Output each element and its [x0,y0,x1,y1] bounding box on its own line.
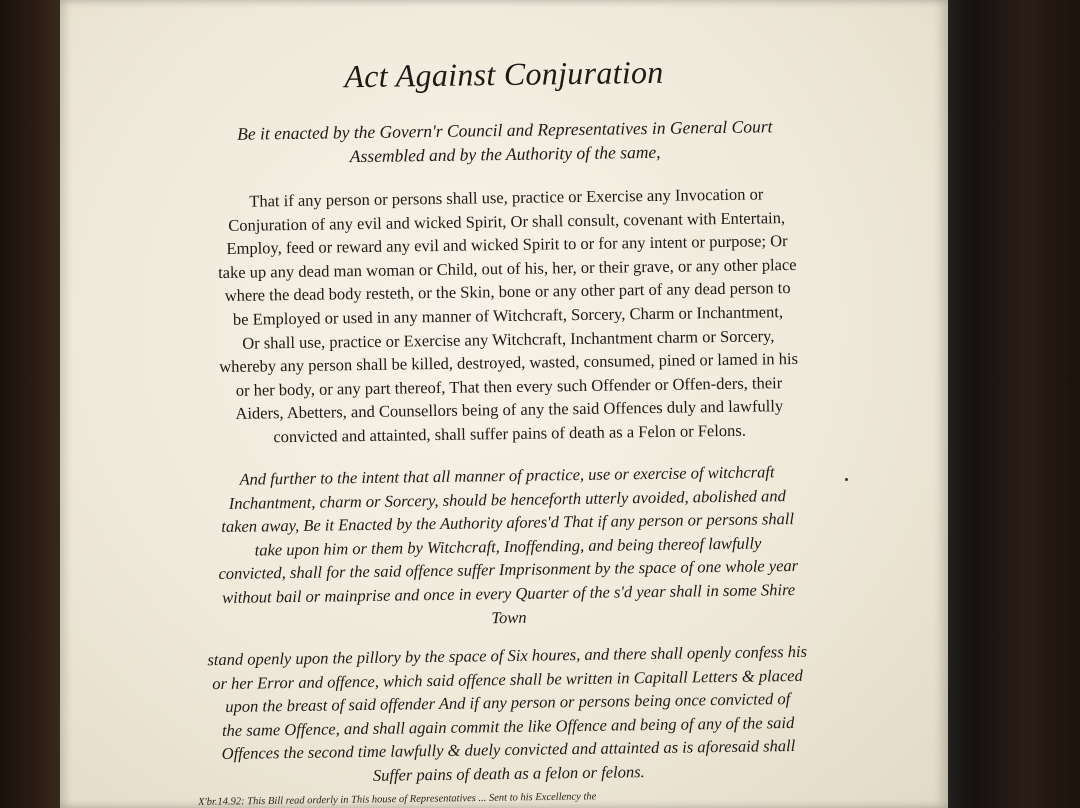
paragraph-pillory [167,639,849,790]
text-line: Suffer pains of death as a felon or felons. [372,762,645,785]
text-line: convicted, shall for the said offence suffer Imprisonment by the space of one whole year [218,556,799,584]
text-line: take up any dead man woman or Child, out of his, her, or their grave, or any other place [217,254,797,282]
text-line: take upon him or them by Witchcraft, Inoffending, and being thereof lawfully [254,533,762,560]
text-line: That if any person or persons shall use, practice or Exercise any Invocation or [249,184,764,211]
paper-speck [845,478,848,481]
text-line: or her body, or any part thereof, That then every such Offender or Offen-ders, their [235,372,783,400]
intro-line: Assembled and by the Authority of the same, [349,141,661,167]
enactment-clause [160,113,851,171]
text-line: upon the breast of said offender And if any person or persons being once convicted of [225,689,791,717]
parchment-document [60,0,948,808]
text-line: or her Error and offence, which said offence shall be written in Capitall Letters & placed [212,665,803,693]
text-line: whereby any person shall be killed, destroyed, wasted, consumed, pined or lamed in his [219,349,799,377]
paragraph-imprisonment [167,459,849,634]
paragraph-invocation [166,181,850,450]
document-title: Act Against Conjuration [344,53,664,95]
text-line: Offences the second time lawfully & duely convicted and attainted as is aforesaid shall [221,736,796,764]
text-line: the same Offence, and shall again commit the like Offence and being of any of the said [221,712,795,740]
text-line: Conjuration of any evil and wicked Spirit, Or shall consult, covenant with Entertain, [228,207,786,235]
text-line: Or shall use, practice or Exercise any Witchcraft, Inchantment charm or Sorcery, [242,325,775,353]
text-line: Employ, feed or reward any evil and wicked Spirit to or for any intent or purpose; Or [226,231,788,259]
text-line: Town [491,607,527,627]
text-line: be Employed or used in any manner of Witchcraft, Sorcery, Charm or Inchantment, [232,302,784,329]
footnote-record: X'br.14.92: This Bill read orderly in This house of Representatives ... Sent to his Excellency the [197,791,597,808]
text-line: convicted and attainted, shall suffer pains of death as a Felon or Felons. [273,420,747,447]
intro-line: Be it enacted by the Govern'r Council and Representatives in General Court [237,116,773,144]
text-line: without bail or mainprise and once in every Quarter of the s'd year shall in some Shire [222,579,796,607]
text-line: taken away, Be it Enacted by the Authority afores'd That if any person or persons shall [221,509,795,537]
text-line: And further to the intent that all manner of practice, use or exercise of witchcraft [239,462,775,489]
text-line: Aiders, Abetters, and Counsellors being of any the said Offences duly and lawfully [235,396,784,424]
document-text [60,0,948,808]
text-line: stand openly upon the pillory by the space of Six houres, and there shall openly confess his [207,641,808,670]
text-line: Inchantment, charm or Sorcery, should be henceforth utterly avoided, abolished and [228,485,786,513]
text-line: where the dead body resteth, or the Skin, bone or any other part of any dead person to [224,278,791,306]
wood-frame-right [940,0,1080,808]
wood-frame-left [0,0,62,808]
